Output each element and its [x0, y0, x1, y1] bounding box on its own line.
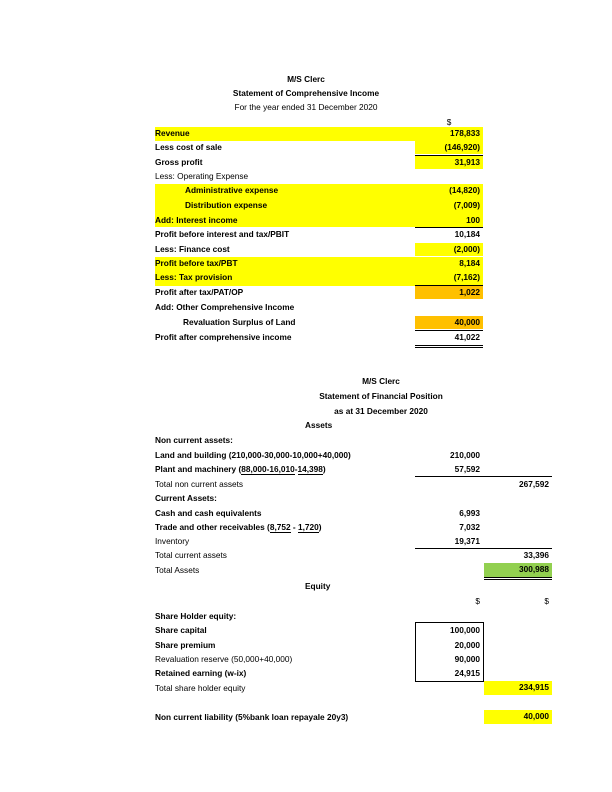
total-nca-label: Total non current assets — [155, 479, 244, 489]
total-ca-amount: 33,396 — [523, 550, 549, 560]
row-amount: (7,162) — [453, 272, 480, 282]
inventory-amount: 19,371 — [454, 536, 480, 546]
row-amount: 100 — [466, 215, 480, 225]
revaluation-reserve-amount: 90,000 — [454, 654, 480, 664]
row-label: Revaluation Surplus of Land — [183, 317, 296, 327]
row-amount: 178,833 — [450, 128, 480, 138]
row-label: Profit after comprehensive income — [155, 332, 292, 342]
income-title: Statement of Comprehensive Income — [232, 88, 380, 98]
row-label: Administrative expense — [185, 185, 279, 195]
non-current-heading: Non current assets: — [155, 435, 233, 445]
cash-label: Cash and cash equivalents — [155, 508, 262, 518]
total-ca-label: Total current assets — [155, 550, 227, 560]
row-amount: 1,022 — [415, 286, 483, 299]
trade-calc-a: 8,752 — [269, 522, 291, 532]
land-amount: 210,000 — [450, 450, 480, 460]
total-assets-label: Total Assets — [155, 565, 200, 575]
row-amount: (2,000) — [415, 243, 483, 256]
share-premium-label: Share premium — [155, 640, 216, 650]
plant-label — [155, 463, 326, 476]
row-amount: (14,820) — [449, 185, 480, 195]
shareholder-heading: Share Holder equity: — [155, 611, 237, 621]
equity-heading: Equity — [305, 581, 331, 591]
current-heading: Current Assets: — [155, 493, 217, 503]
trade-calc-sep: - — [290, 522, 298, 532]
revaluation-reserve-label: Revaluation reserve (50,000+40,000) — [155, 654, 293, 664]
currency-col1: $ — [475, 596, 480, 606]
plant-calc-a: 88,000-16,010 — [241, 464, 295, 474]
plant-amount: 57,592 — [454, 464, 480, 474]
row-label: Less cost of sale — [155, 142, 222, 152]
plant-label-text: Plant and machinery ( — [155, 464, 242, 474]
row-label: Add: Other Comprehensive Income — [155, 302, 295, 312]
plant-calc-b: 14,398 — [297, 464, 323, 474]
land-label: Land and building (210,000-30,000-10,000+40,000) — [155, 450, 351, 460]
row-label: Less: Tax provision — [155, 272, 233, 282]
total-equity-amount: 234,915 — [484, 681, 552, 695]
total-equity-label: Total share holder equity — [155, 683, 246, 693]
plant-calc-close: ) — [322, 464, 326, 474]
position-company: M/S Clerc — [362, 376, 400, 386]
assets-heading: Assets — [305, 420, 333, 430]
row-label: Gross profit — [155, 157, 203, 167]
retained-earning-label: Retained earning (w-ix) — [155, 668, 247, 678]
row-label: Profit after tax/PAT/OP — [155, 287, 244, 297]
row-label: Less: Operating Expense — [155, 171, 249, 181]
row-amount: 31,913 — [415, 156, 483, 169]
total-nca-amount: 267,592 — [519, 479, 549, 489]
position-period: as at 31 December 2020 — [334, 406, 428, 416]
income-currency: $ — [446, 117, 452, 127]
trade-label-text: Trade and other receivables ( — [155, 522, 270, 532]
row-label: Add: Interest income — [155, 215, 238, 225]
trade-label — [155, 521, 322, 534]
income-period: For the year ended 31 December 2020 — [234, 102, 378, 112]
inventory-label: Inventory — [155, 536, 190, 546]
row-amount: (146,920) — [415, 141, 483, 154]
currency-col2: $ — [544, 596, 549, 606]
row-amount: 40,000 — [415, 316, 483, 329]
trade-calc-close: ) — [318, 522, 322, 532]
income-company: M/S Clerc — [287, 74, 325, 84]
position-title: Statement of Financial Position — [319, 391, 443, 401]
row-label: Revenue — [155, 128, 190, 138]
row-label: Profit before interest and tax/PBIT — [155, 229, 290, 239]
plant-calc-sep: - — [294, 464, 298, 474]
row-label: Profit before tax/PBT — [155, 258, 238, 268]
share-premium-amount: 20,000 — [454, 640, 480, 650]
row-label: Distribution expense — [185, 200, 268, 210]
row-label: Less: Finance cost — [155, 244, 230, 254]
share-capital-amount: 100,000 — [450, 625, 480, 635]
row-amount: 8,184 — [459, 258, 480, 268]
cash-amount: 6,993 — [459, 508, 480, 518]
ncl-label: Non current liability (5%bank loan repayale 20y3) — [155, 712, 349, 722]
row-amount: 41,022 — [454, 332, 480, 342]
share-capital-label: Share capital — [155, 625, 207, 635]
trade-calc-b: 1,720 — [297, 522, 319, 532]
row-amount: 10,184 — [454, 229, 480, 239]
total-assets-amount: 300,988 — [484, 563, 552, 577]
row-amount: (7,009) — [453, 200, 480, 210]
trade-amount: 7,032 — [459, 522, 480, 532]
retained-earning-amount: 24,915 — [454, 668, 480, 678]
ncl-amount: 40,000 — [484, 710, 552, 724]
